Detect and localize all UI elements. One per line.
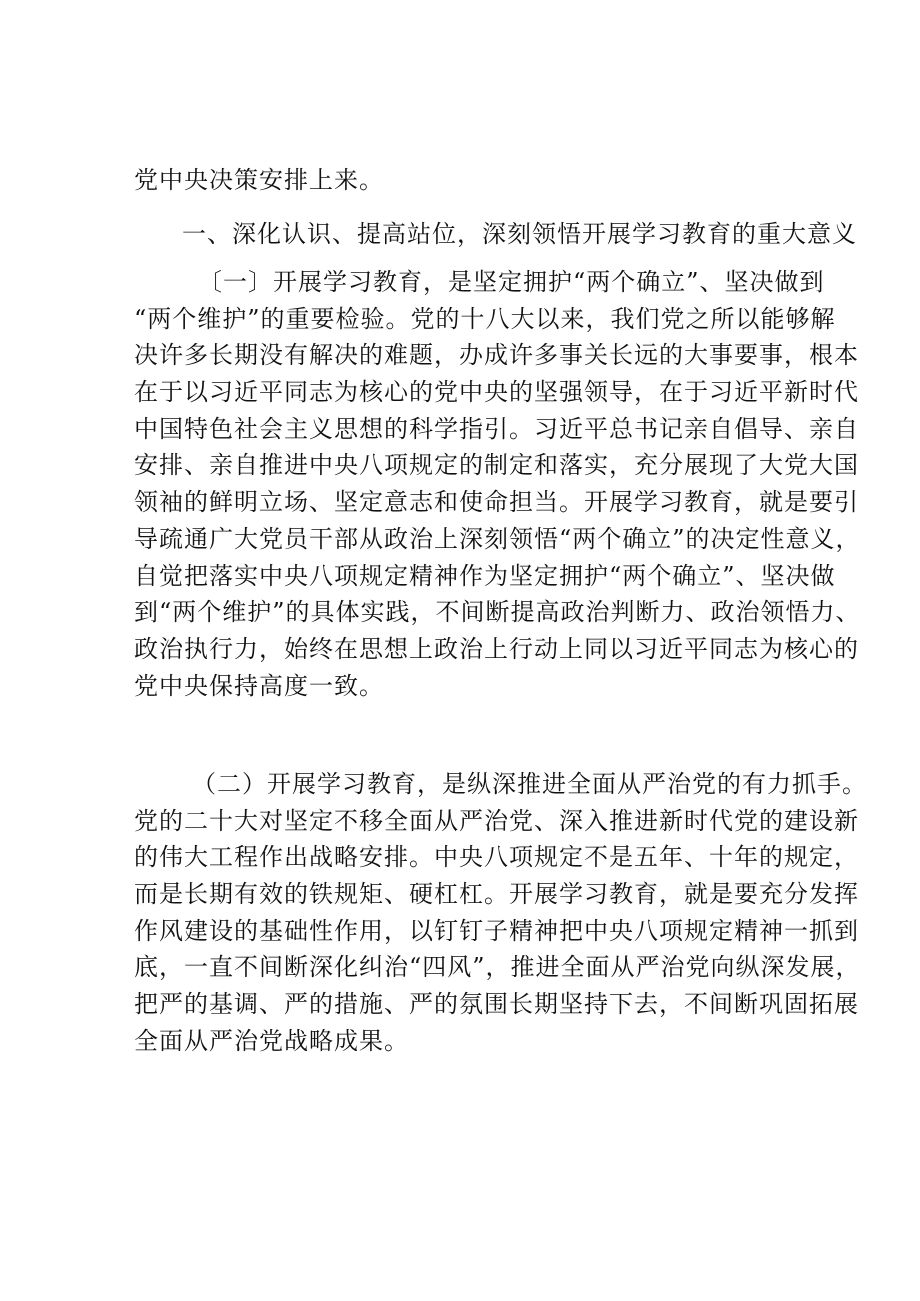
paragraph-two: [134, 766, 867, 1060]
paragraph-line: 决许多长期没有解决的难题，办成许多事关长远的大事要事，根本: [134, 341, 859, 370]
paragraph-line: 〔一〕开展学习教育，是坚定拥护“两个确立”、坚决做到: [198, 268, 825, 296]
paragraph-line: “两个维护”的重要检验。党的十八大以来，我们党之所以能够解: [134, 304, 836, 333]
paragraph-line: 中国特色社会主义思想的科学指引。习近平总书记亲自倡导、亲自: [134, 414, 859, 443]
paragraph-line: 导疏通广大党员干部从政治上深刻领悟“两个确立”的决定性意义，: [134, 524, 861, 553]
paragraph-line: 党的二十大对坚定不移全面从严治党、深入推进新时代党的建设新: [134, 806, 859, 835]
paragraph-line: 党中央决策安排上来。: [134, 166, 384, 194]
paragraph-line: 全面从严治党战略成果。: [134, 1026, 409, 1055]
paragraph-line: 党中央保持高度一致。: [134, 671, 384, 700]
paragraph-line: 把严的基调、严的措施、严的氛围长期坚持下去，不间断巩固拓展: [134, 990, 859, 1019]
continuation-paragraph: [134, 162, 798, 199]
section-heading: 一、深化认识、提高站位，深刻领悟开展学习教育的重大意义: [182, 220, 857, 248]
paragraph-line: 到“两个维护”的具体实践，不间断提高政治判断力、政治领悟力、: [134, 598, 861, 627]
paragraph-line: 政治执行力，始终在思想上政治上行动上同以习近平同志为核心的: [134, 634, 859, 663]
paragraph-line: （二）开展学习教育，是纵深推进全面从严治党的有力抓手。: [192, 770, 867, 798]
paragraph-line: 自觉把落实中央八项规定精神作为坚定拥护“两个确立”、坚决做: [134, 561, 836, 590]
paragraph-line: 而是长期有效的铁规矩、硬杠杠。开展学习教育，就是要充分发挥: [134, 880, 859, 909]
paragraph-line: 在于以习近平同志为核心的党中央的坚强领导，在于习近平新时代: [134, 378, 859, 407]
paragraph-one: [134, 264, 861, 704]
paragraph-line: 安排、亲自推进中央八项规定的制定和落实，充分展现了大党大国: [134, 451, 859, 480]
paragraph-line: 的伟大工程作出战略安排。中央八项规定不是五年、十年的规定，: [134, 843, 859, 872]
paragraph-line: 领袖的鲜明立场、坚定意志和使命担当。开展学习教育，就是要引: [134, 488, 859, 517]
paragraph-line: 底，一直不间断深化纠治“四风”，推进全面从严治党向纵深发展，: [134, 953, 861, 982]
paragraph-line: 作风建设的基础性作用，以钉钉子精神把中央八项规定精神一抓到: [134, 916, 859, 945]
